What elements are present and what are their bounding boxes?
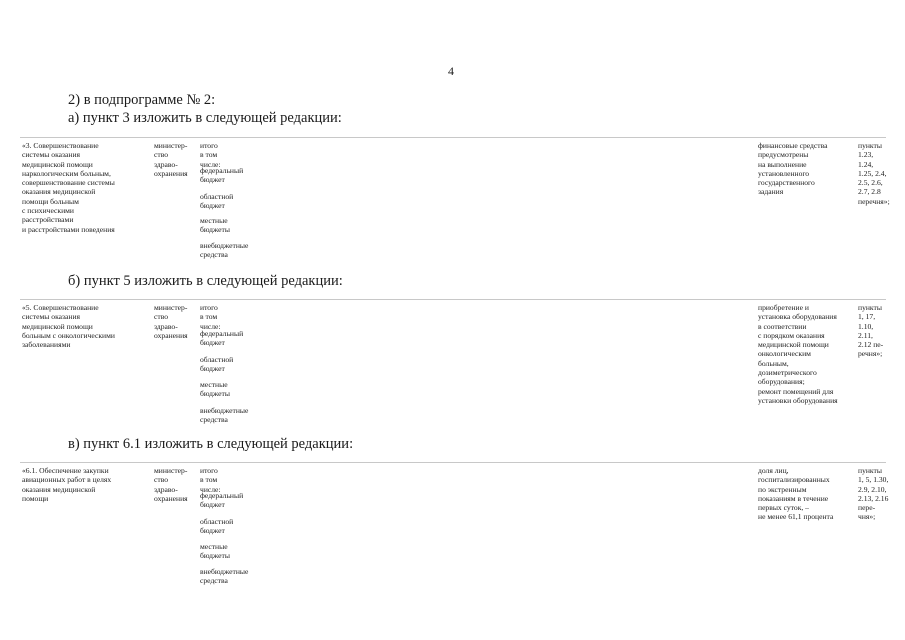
measure-name: «3. Совершенствование системы оказания медицинской помощи наркологическим больным, совершенствование системы оказания медицинской помощи больным с психическими расстройствами и расстройствами поведения	[22, 141, 115, 234]
row-label-offbudget: внебюджетные средства	[200, 567, 249, 586]
references: пункты 1, 5, 1.30, 2.9, 2.10, 2.13, 2.16 пере- чня»;	[858, 466, 889, 522]
row-label-offbudget: внебюджетные средства	[200, 241, 249, 260]
row-label-regional: областной бюджет	[200, 517, 234, 536]
row-label-total: итого в том числе:	[200, 141, 221, 169]
row-label-federal: федеральный бюджет	[200, 329, 244, 348]
section-heading-c: в) пункт 6.1 изложить в следующей редакции:	[68, 436, 354, 452]
row-label-local: местные бюджеты	[200, 380, 230, 399]
row-label-offbudget: внебюджетные средства	[200, 406, 249, 425]
row-label-regional: областной бюджет	[200, 192, 234, 211]
references: пункты 1, 17, 1.10, 2.11, 2.12 пе- речня»;	[858, 303, 884, 359]
result-text: доля лиц, госпитализированных по экстренным показаниям в течение первых суток, – не менее 61,1 процента	[758, 466, 834, 522]
row-label-total: итого в том числе:	[200, 466, 221, 494]
row-label-total: итого в том числе:	[200, 303, 221, 331]
references: пункты 1.23, 1.24, 1.25, 2.4, 2.5, 2.6, 2.7, 2.8 перечня»;	[858, 141, 890, 206]
section-heading-b: б) пункт 5 изложить в следующей редакции:	[68, 273, 343, 289]
executor: министер- ство здраво- охранения	[154, 141, 188, 178]
heading-main: 2) в подпрограмме № 2:	[68, 92, 216, 108]
divider-b	[20, 299, 886, 300]
measure-name: «5. Совершенствование системы оказания медицинской помощи больным с онкологическими заболеваниями	[22, 303, 115, 350]
executor: министер- ство здраво- охранения	[154, 303, 188, 340]
measure-name: «6.1. Обеспечение закупки авиационных работ в целях оказания медицинской помощи	[22, 466, 112, 503]
row-label-federal: федеральный бюджет	[200, 491, 244, 510]
row-label-regional: областной бюджет	[200, 355, 234, 374]
row-label-local: местные бюджеты	[200, 542, 230, 561]
result-text: приобретение и установка оборудования в соответствии с порядком оказания медицинской помощи онкологическим больным, дозиметрического оборудования; ремонт помещений для установки оборудования	[758, 303, 838, 405]
section-heading-a: а) пункт 3 изложить в следующей редакции:	[68, 110, 342, 126]
divider-a	[20, 137, 886, 138]
executor: министер- ство здраво- охранения	[154, 466, 188, 503]
row-label-federal: федеральный бюджет	[200, 166, 244, 185]
result-text: финансовые средства предусмотрены на выполнение установленного государственного задания	[758, 141, 828, 197]
divider-c	[20, 462, 886, 463]
row-label-local: местные бюджеты	[200, 216, 230, 235]
page-number: 4	[448, 64, 454, 78]
